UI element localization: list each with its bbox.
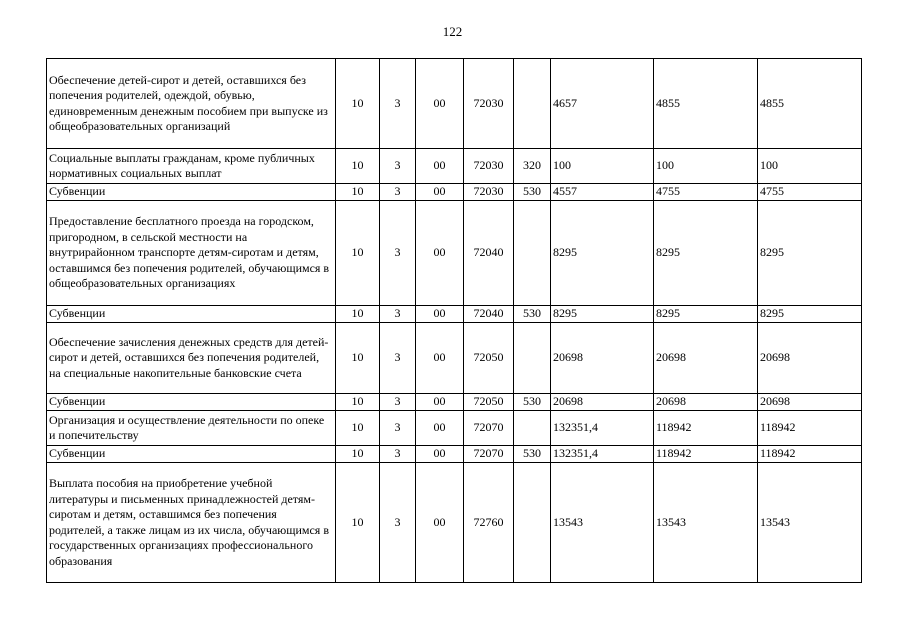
program-code-cell: 00 xyxy=(416,411,464,446)
amount-year3-cell: 118942 xyxy=(758,411,862,446)
amount-year3-cell: 4755 xyxy=(758,184,862,201)
expense-type-cell: 530 xyxy=(514,306,551,323)
amount-year2-cell: 118942 xyxy=(654,446,758,463)
amount-year1-cell: 132351,4 xyxy=(551,446,654,463)
row-name-cell: Обеспечение зачисления денежных средств для детей-сирот и детей, оставшихся без попечения родителей, на специальные накопительные банковские счета xyxy=(47,323,336,394)
amount-year3-cell: 20698 xyxy=(758,323,862,394)
amount-year3-cell: 20698 xyxy=(758,394,862,411)
table-row xyxy=(47,463,862,583)
amount-year2-cell: 20698 xyxy=(654,323,758,394)
section-cell: 10 xyxy=(336,306,380,323)
subsection-cell: 3 xyxy=(380,149,416,184)
section-cell: 10 xyxy=(336,201,380,306)
amount-year3-cell: 118942 xyxy=(758,446,862,463)
subsection-cell: 3 xyxy=(380,394,416,411)
subsection-cell: 3 xyxy=(380,184,416,201)
amount-year1-cell: 8295 xyxy=(551,201,654,306)
expense-type-cell: 530 xyxy=(514,446,551,463)
table-row xyxy=(47,184,862,201)
subsection-cell: 3 xyxy=(380,59,416,149)
amount-year3-cell: 4855 xyxy=(758,59,862,149)
expense-type-cell: 530 xyxy=(514,394,551,411)
table-row xyxy=(47,394,862,411)
table-row xyxy=(47,149,862,184)
subsection-cell: 3 xyxy=(380,323,416,394)
row-name-cell: Предоставление бесплатного проезда на городском, пригородном, в сельской местности на внутрирайонном транспорте детям-сиротам и детям, оставшимся без попечения родителей, обучающимся в общеобразовательных организациях xyxy=(47,201,336,306)
page-number: 122 xyxy=(442,24,463,39)
section-cell: 10 xyxy=(336,149,380,184)
table-row xyxy=(47,59,862,149)
amount-year3-cell: 8295 xyxy=(758,201,862,306)
section-cell: 10 xyxy=(336,184,380,201)
amount-year2-cell: 4855 xyxy=(654,59,758,149)
subsection-cell: 3 xyxy=(380,306,416,323)
target-code-cell: 72050 xyxy=(464,394,514,411)
amount-year2-cell: 20698 xyxy=(654,394,758,411)
amount-year1-cell: 13543 xyxy=(551,463,654,583)
expense-type-cell xyxy=(514,463,551,583)
table-row xyxy=(47,411,862,446)
section-cell: 10 xyxy=(336,411,380,446)
row-name-cell: Субвенции xyxy=(47,306,336,323)
amount-year1-cell: 4557 xyxy=(551,184,654,201)
amount-year2-cell: 4755 xyxy=(654,184,758,201)
row-name-cell: Субвенции xyxy=(47,446,336,463)
amount-year1-cell: 20698 xyxy=(551,394,654,411)
subsection-cell: 3 xyxy=(380,446,416,463)
amount-year1-cell: 20698 xyxy=(551,323,654,394)
table-row xyxy=(47,201,862,306)
expense-type-cell: 530 xyxy=(514,184,551,201)
program-code-cell: 00 xyxy=(416,184,464,201)
program-code-cell: 00 xyxy=(416,394,464,411)
program-code-cell: 00 xyxy=(416,446,464,463)
target-code-cell: 72040 xyxy=(464,306,514,323)
program-code-cell: 00 xyxy=(416,201,464,306)
program-code-cell: 00 xyxy=(416,59,464,149)
section-cell: 10 xyxy=(336,394,380,411)
amount-year1-cell: 4657 xyxy=(551,59,654,149)
amount-year2-cell: 8295 xyxy=(654,306,758,323)
table-row xyxy=(47,446,862,463)
amount-year2-cell: 8295 xyxy=(654,201,758,306)
section-cell: 10 xyxy=(336,463,380,583)
row-name-cell: Организация и осуществление деятельности по опеке и попечительству xyxy=(47,411,336,446)
table-row xyxy=(47,323,862,394)
subsection-cell: 3 xyxy=(380,463,416,583)
program-code-cell: 00 xyxy=(416,463,464,583)
amount-year3-cell: 8295 xyxy=(758,306,862,323)
program-code-cell: 00 xyxy=(416,323,464,394)
section-cell: 10 xyxy=(336,59,380,149)
target-code-cell: 72760 xyxy=(464,463,514,583)
table-row xyxy=(47,306,862,323)
expense-type-cell xyxy=(514,323,551,394)
amount-year1-cell: 132351,4 xyxy=(551,411,654,446)
amount-year3-cell: 100 xyxy=(758,149,862,184)
budget-table xyxy=(46,58,862,583)
amount-year2-cell: 100 xyxy=(654,149,758,184)
target-code-cell: 72030 xyxy=(464,59,514,149)
program-code-cell: 00 xyxy=(416,306,464,323)
row-name-cell: Субвенции xyxy=(47,184,336,201)
expense-type-cell xyxy=(514,201,551,306)
amount-year1-cell: 8295 xyxy=(551,306,654,323)
target-code-cell: 72030 xyxy=(464,149,514,184)
row-name-cell: Обеспечение детей-сирот и детей, оставшихся без попечения родителей, одеждой, обувью, единовременным денежным пособием при выпуске из общеобразовательных организаций xyxy=(47,59,336,149)
row-name-cell: Субвенции xyxy=(47,394,336,411)
expense-type-cell xyxy=(514,59,551,149)
target-code-cell: 72030 xyxy=(464,184,514,201)
amount-year3-cell: 13543 xyxy=(758,463,862,583)
target-code-cell: 72070 xyxy=(464,411,514,446)
subsection-cell: 3 xyxy=(380,201,416,306)
target-code-cell: 72070 xyxy=(464,446,514,463)
expense-type-cell: 320 xyxy=(514,149,551,184)
target-code-cell: 72050 xyxy=(464,323,514,394)
amount-year2-cell: 118942 xyxy=(654,411,758,446)
subsection-cell: 3 xyxy=(380,411,416,446)
target-code-cell: 72040 xyxy=(464,201,514,306)
row-name-cell: Социальные выплаты гражданам, кроме публичных нормативных социальных выплат xyxy=(47,149,336,184)
section-cell: 10 xyxy=(336,446,380,463)
section-cell: 10 xyxy=(336,323,380,394)
program-code-cell: 00 xyxy=(416,149,464,184)
amount-year1-cell: 100 xyxy=(551,149,654,184)
expense-type-cell xyxy=(514,411,551,446)
row-name-cell: Выплата пособия на приобретение учебной литературы и письменных принадлежностей детям-сиротам и детям, оставшимся без попечения родителей, а также лицам из их числа, обучающимся в государственных организациях профессионального образования xyxy=(47,463,336,583)
amount-year2-cell: 13543 xyxy=(654,463,758,583)
